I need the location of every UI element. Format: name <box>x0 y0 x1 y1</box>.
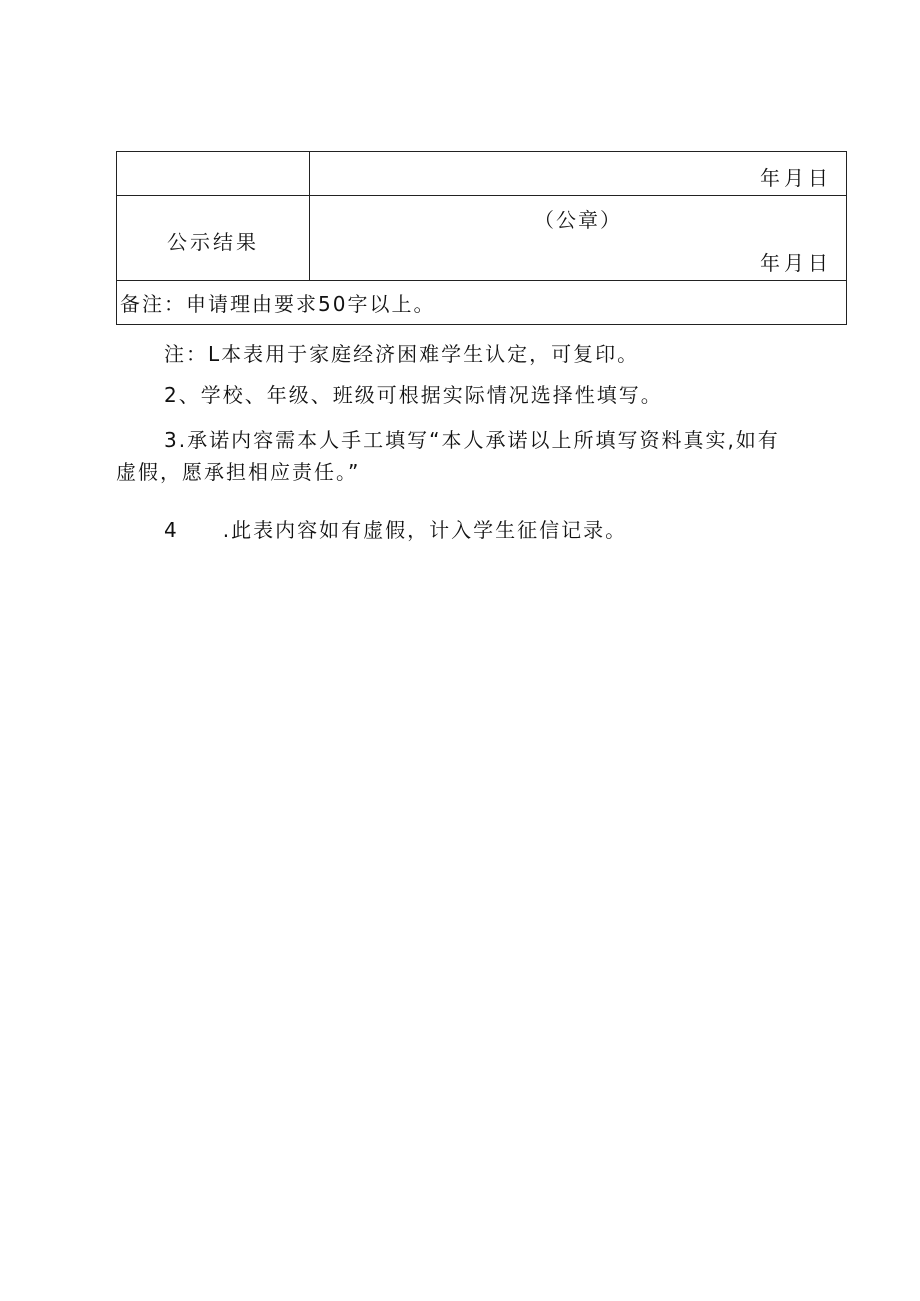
seal-text: （公章） <box>534 208 622 232</box>
note-3 <box>116 424 847 514</box>
note-2: 2、学校、年级、班级可根据实际情况选择性填写。 <box>164 383 663 407</box>
note-4-text: .此表内容如有虚假，计入学生征信记录。 <box>222 518 628 542</box>
row1-right-cell <box>310 152 847 196</box>
table-row <box>117 281 847 325</box>
note-4 <box>116 514 847 546</box>
row2-date: 年月日 <box>760 251 832 275</box>
publicity-result-label: 公示结果 <box>167 230 259 254</box>
note-1: 注：L本表用于家庭经济困难学生认定，可复印。 <box>164 342 640 366</box>
remark-text: 备注：申请理由要求50字以上。 <box>120 292 436 316</box>
note-3-line-2: 虚假，愿承担相应责任。” <box>116 460 361 484</box>
form-table <box>116 151 847 325</box>
notes-section <box>116 338 847 546</box>
table-row <box>117 196 847 281</box>
row1-date: 年月日 <box>760 166 832 190</box>
publicity-result-cell <box>310 196 847 281</box>
remark-cell <box>117 281 847 325</box>
row1-left-cell <box>117 152 310 196</box>
note-3-line-1: 3.承诺内容需本人手工填写“本人承诺以上所填写资料真实,如有 <box>164 428 780 452</box>
note-4-number: 4 <box>164 518 179 542</box>
table-row <box>117 152 847 196</box>
publicity-label-cell <box>117 196 310 281</box>
